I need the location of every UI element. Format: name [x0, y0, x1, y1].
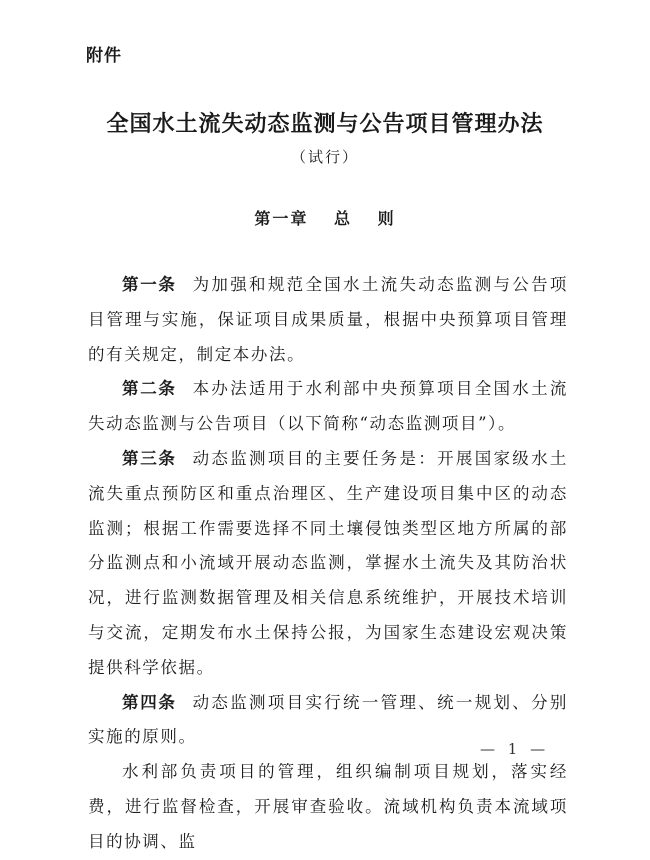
page-number: — 1 — — [480, 740, 550, 758]
article-label: 第一条 — [122, 275, 177, 294]
attachment-label: 附件 — [86, 46, 122, 66]
article-label: 第四条 — [122, 692, 177, 712]
document-subtitle: （试行） — [290, 148, 359, 166]
article-paragraph-2 — [88, 372, 568, 442]
article-label: 第三条 — [122, 448, 177, 468]
article-paragraph-3 — [88, 442, 568, 686]
article-text: 动态监测项目实行统一管理、统一规划、分别实施的原则。 — [88, 692, 569, 747]
article-text: 本办法适用于水利部中央预算项目全国水土流失动态监测与公告项目（以下简称“动态监测项目”）。 — [88, 379, 569, 434]
document-body — [88, 268, 568, 860]
chapter-heading: 第一章 总 则 — [254, 209, 396, 228]
article-text: 为加强和规范全国水土流失动态监测与公告项目管理与实施，保证项目成果质量，根据中央预算项目管理的有关规定，制定本办法。 — [88, 275, 569, 364]
document-title: 全国水土流失动态监测与公告项目管理办法 — [106, 111, 544, 137]
article-text: 动态监测项目的主要任务是：开展国家级水土流失重点预防区和重点治理区、生产建设项目集中区的动态监测；根据工作需要选择不同土壤侵蚀类型区地方所属的部分监测点和小流域开展动态监测，掌握水土流失及其防治状况，进行监测数据管理及相关信息系统维护，开展技术培训与交流，定期发布水土保持公报，为国家生态建设宏观决策提供科学依据。 — [88, 448, 569, 677]
article-label: 第二条 — [122, 379, 177, 399]
article-paragraph-1 — [88, 268, 568, 372]
body-paragraph-5 — [88, 755, 568, 859]
paragraph-text: 水利部负责项目的管理，组织编制项目规划，落实经费，进行监督检查，开展审查验收。流域机构负责本流域项目的协调、监 — [88, 762, 568, 851]
